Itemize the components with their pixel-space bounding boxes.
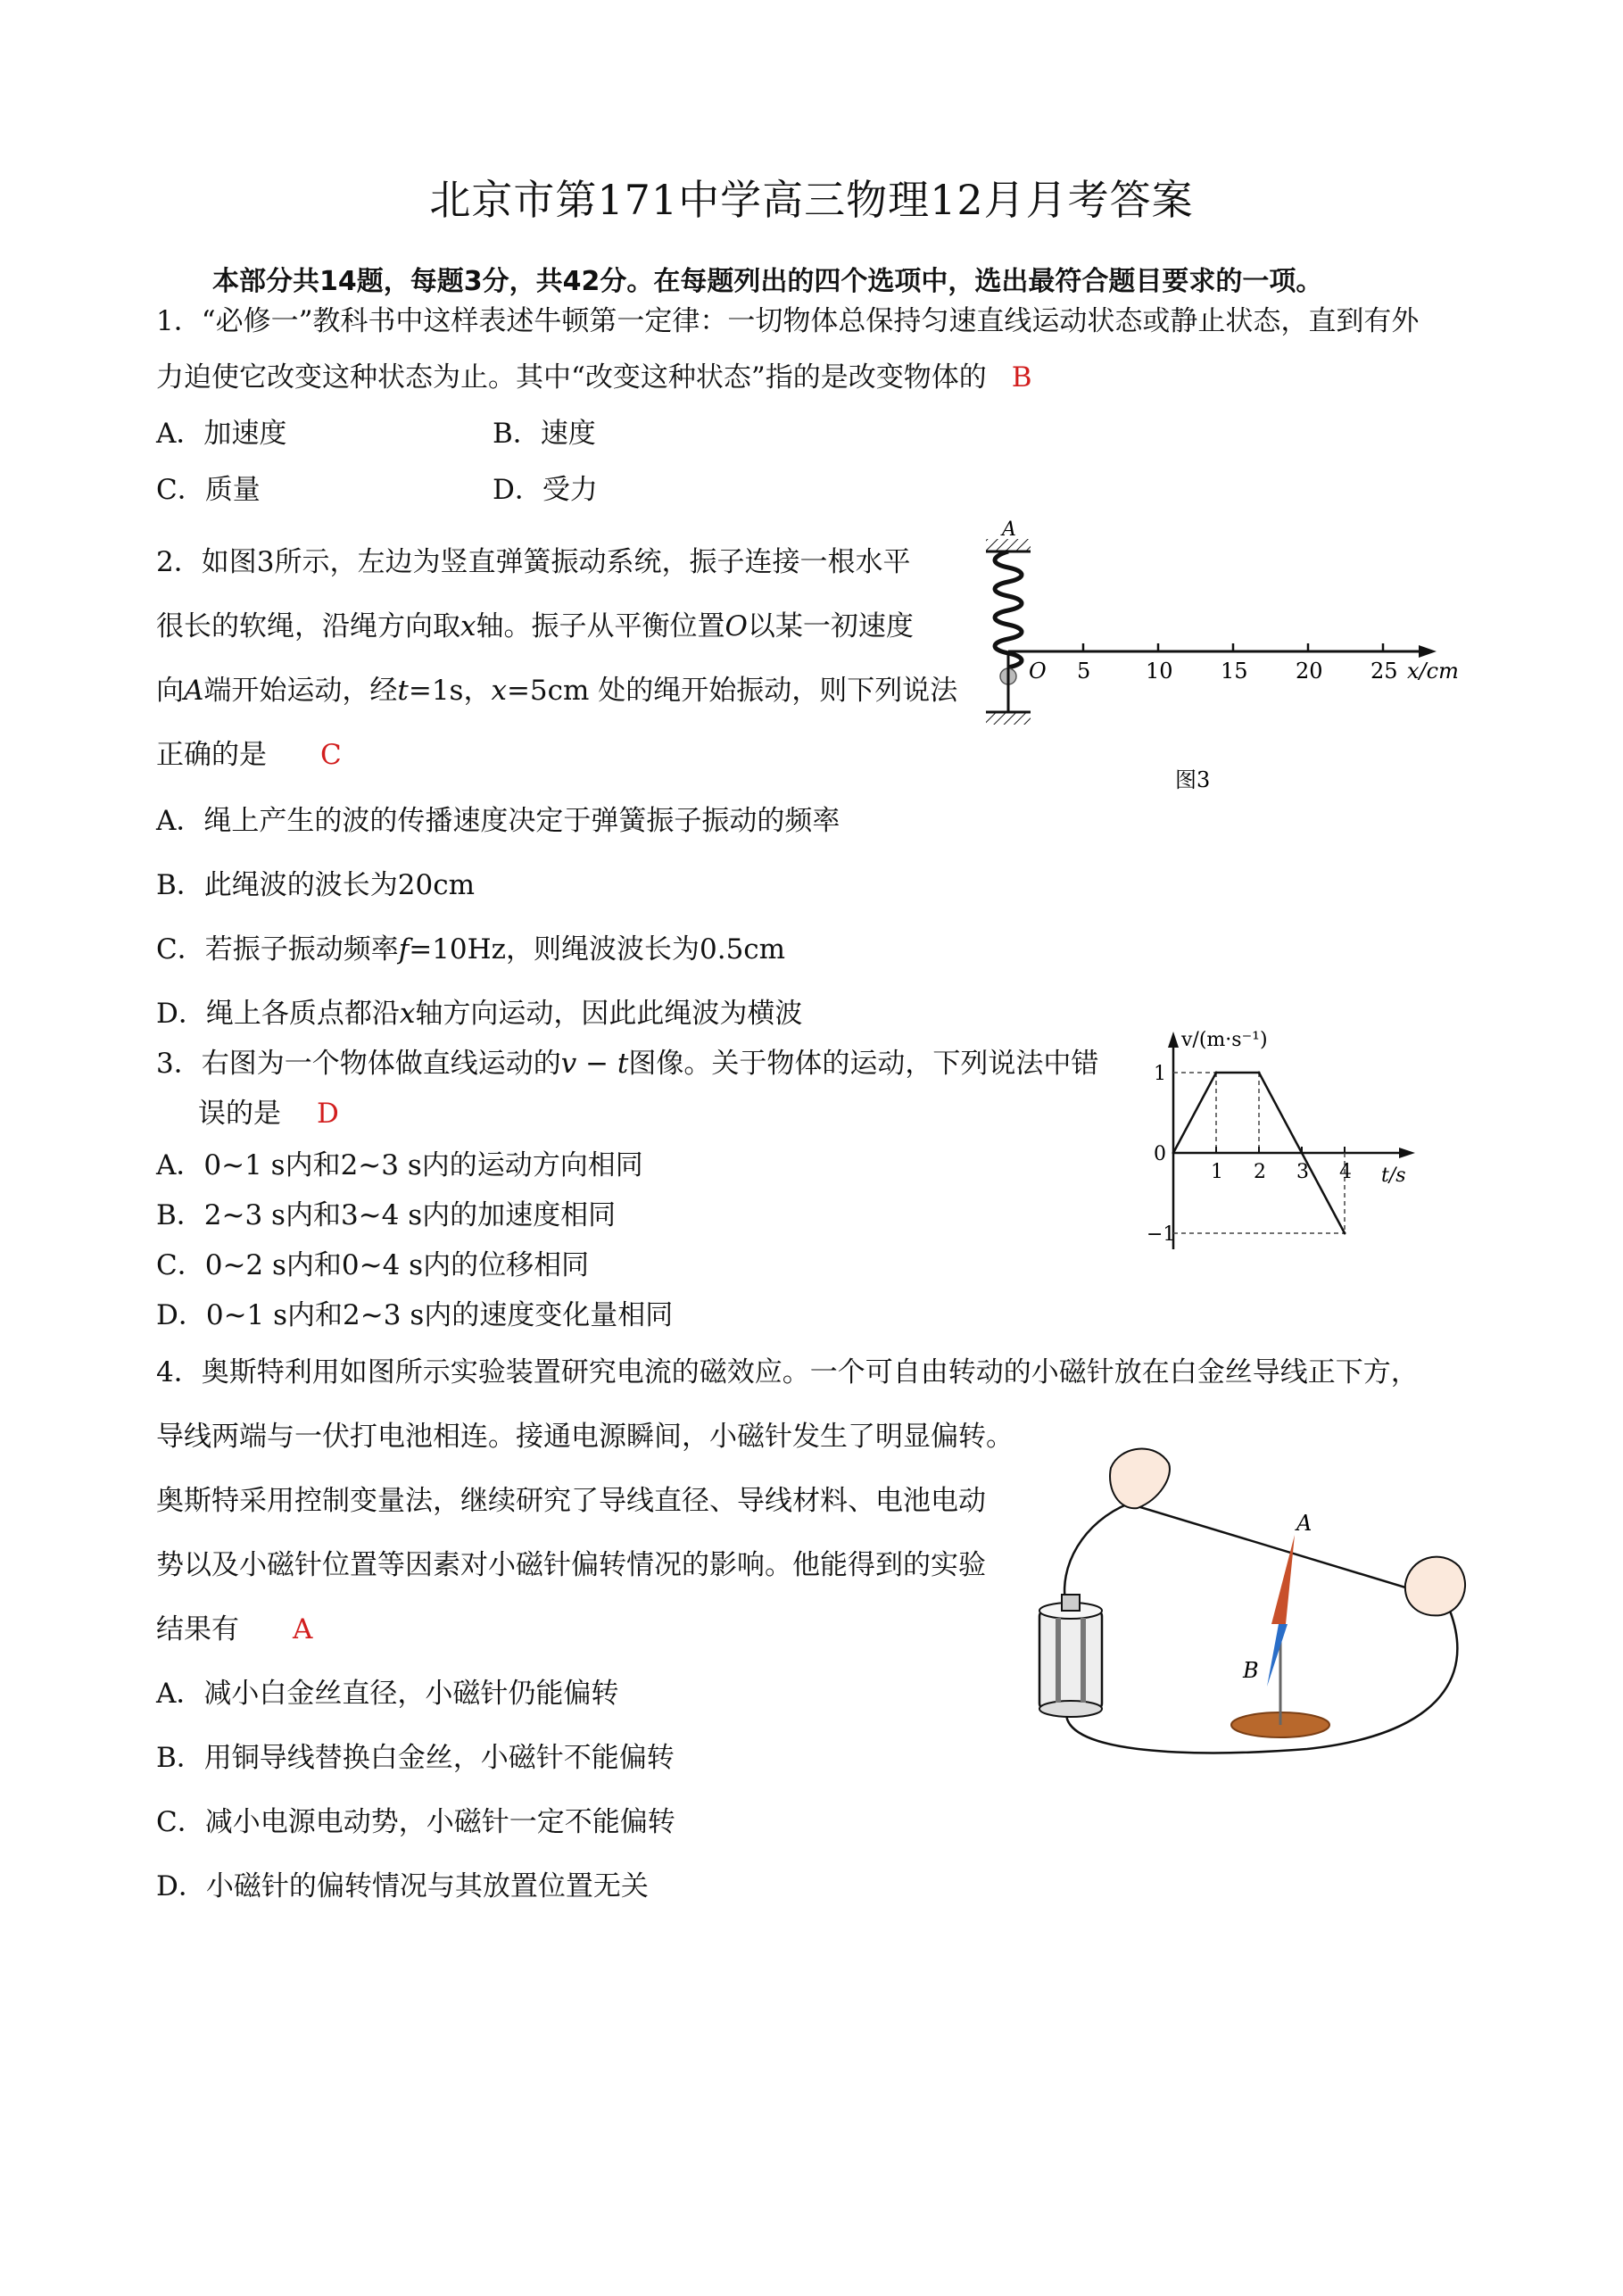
q2-option-d — [156, 998, 802, 1031]
q4-stem-end: 结果有 — [156, 1613, 239, 1645]
q2-line-2 — [156, 610, 914, 643]
chart-point — [1258, 1072, 1261, 1074]
battery-icon — [1039, 1595, 1102, 1717]
q2-text: =1s， — [408, 675, 492, 707]
q3-option-d: D．0~1 s内和2~3 s内的速度变化量相同 — [156, 1299, 674, 1331]
q1-option-b: B．速度 — [493, 418, 596, 450]
x-axis-tick-label: 25 — [1370, 659, 1398, 684]
x-axis-tick-label: 20 — [1296, 659, 1323, 684]
chart-x-tick-label: 2 — [1254, 1161, 1266, 1183]
q2-var-f: f — [398, 933, 410, 966]
q4-option-c: C．减小电源电动势，小磁针一定不能偏转 — [156, 1806, 675, 1838]
q1-option-a: A．加速度 — [156, 418, 287, 450]
figure-caption: 图3 — [1175, 767, 1211, 792]
q3-answer: D — [317, 1098, 339, 1130]
q2-text: =10Hz，则绳波波长为0.5cm — [409, 933, 786, 966]
q2-text: 很长的软绳，沿绳方向取 — [156, 610, 460, 642]
label-needle-a: A — [1296, 1511, 1312, 1536]
q2-text: 以某一初速度 — [747, 610, 914, 642]
q2-var-a: A — [184, 675, 204, 707]
section-intro: 本部分共14题，每题3分，共42分。在每题列出的四个选项中，选出最符合题目要求的一项。 — [212, 266, 1323, 297]
bottom-support-hatch — [986, 712, 1031, 725]
q2-var-o: O — [725, 610, 748, 642]
oersted-experiment-figure — [1013, 1441, 1477, 1771]
q4-option-d: D．小磁针的偏转情况与其放置位置无关 — [156, 1870, 649, 1902]
chart-ticks — [1147, 1063, 1352, 1246]
q1-option-c: C．质量 — [156, 474, 261, 506]
chart-point — [1172, 1152, 1175, 1155]
q3-option-a: A．0~1 s内和2~3 s内的运动方向相同 — [156, 1149, 643, 1181]
q3-option-b: B．2~3 s内和3~4 s内的加速度相同 — [156, 1199, 617, 1231]
q2-text: 轴方向运动，因此此绳波为横波 — [415, 998, 803, 1030]
x-axis-label: x/cm — [1407, 659, 1459, 684]
q3-text: 3．右图为一个物体做直线运动的 — [156, 1048, 561, 1080]
q2-answer: C — [320, 739, 342, 771]
q4-line-4: 势以及小磁针位置等因素对小磁针偏转情况的影响。他能得到的实验 — [156, 1549, 986, 1581]
label-o: O — [1029, 659, 1047, 684]
q2-line-1: 2．如图3所示，左边为竖直弹簧振动系统，振子连接一根水平 — [156, 546, 911, 578]
platinum-wire — [1129, 1504, 1423, 1593]
q3-line-1 — [156, 1048, 1098, 1081]
label-a: A — [1002, 518, 1016, 541]
q3-stem-end: 误的是 — [198, 1098, 281, 1130]
q2-text: 端开始运动，经 — [203, 675, 398, 707]
right-hand-icon — [1405, 1557, 1465, 1616]
q1-line-1: 1．“必修一”教科书中这样表述牛顿第一定律：一切物体总保持匀速直线运动状态或静止状态，直到有外 — [156, 305, 1420, 337]
chart-x-tick-label: 4 — [1339, 1161, 1352, 1183]
top-support-hatch — [986, 539, 1031, 551]
label-needle-b: B — [1243, 1658, 1259, 1683]
left-hand-icon — [1110, 1449, 1170, 1509]
q4-line-3: 奥斯特采用控制变量法，继续研究了导线直径、导线材料、电池电动 — [156, 1485, 986, 1517]
q2-option-b: B．此绳波的波长为20cm — [156, 869, 475, 901]
q2-option-a: A．绳上产生的波的传播速度决定于弹簧振子振动的频率 — [156, 805, 840, 837]
vt-chart — [1142, 1026, 1445, 1258]
q1-line-2 — [156, 361, 1031, 394]
q2-option-c — [156, 933, 785, 966]
q3-line-2 — [198, 1098, 339, 1131]
q2-text: 向 — [156, 675, 184, 707]
q2-text: C．若振子振动频率 — [156, 933, 399, 966]
q3-text: 图像。关于物体的运动，下列说法中错 — [628, 1048, 1099, 1080]
q2-var-x: x — [460, 610, 476, 642]
q1-stem-end: 力迫使它改变这种状态为止。其中“改变这种状态”指的是改变物体的 — [156, 361, 987, 394]
chart-xlabel: t/s — [1381, 1165, 1406, 1187]
chart-y-tick-label: 0 — [1154, 1143, 1166, 1165]
chart-y-tick-label: 1 — [1154, 1063, 1166, 1085]
x-axis-tick-label: 10 — [1146, 659, 1173, 684]
x-axis-ticks — [1077, 643, 1398, 684]
chart-ylabel: v/(m·s⁻¹) — [1181, 1029, 1268, 1051]
chart-point — [1344, 1232, 1346, 1235]
chart-y-tick-label: −1 — [1147, 1223, 1176, 1246]
x-axis-arrow — [1419, 645, 1437, 658]
q2-line-4 — [156, 739, 342, 772]
q3-vt-symbol: v − t — [560, 1048, 629, 1080]
page-title: 北京市第171中学高三物理12月月考答案 — [429, 176, 1194, 224]
chart-y-arrow — [1168, 1032, 1179, 1048]
chart-point — [1215, 1072, 1218, 1074]
q1-answer: B — [1011, 361, 1032, 394]
chart-x-arrow — [1399, 1148, 1415, 1158]
q4-line-2: 导线两端与一伏打电池相连。接通电源瞬间，小磁针发生了明显偏转。 — [156, 1421, 1014, 1453]
q4-line-1: 4．奥斯特利用如图所示实验装置研究电流的磁效应。一个可自由转动的小磁针放在白金丝导线正下方， — [156, 1356, 1419, 1388]
x-axis-tick-label: 5 — [1077, 659, 1091, 684]
x-axis-tick-label: 15 — [1221, 659, 1248, 684]
q2-line-3 — [156, 675, 957, 708]
q2-text: =5cm 处的绳开始振动，则下列说法 — [506, 675, 958, 707]
spring-rope-figure — [968, 518, 1468, 794]
chart-x-tick-label: 3 — [1296, 1161, 1309, 1183]
q2-var-x: x — [399, 998, 416, 1030]
q2-var-x: x — [491, 675, 507, 707]
q2-text: 轴。振子从平衡位置 — [476, 610, 725, 642]
q4-option-a: A．减小白金丝直径，小磁针仍能偏转 — [156, 1678, 619, 1710]
chart-x-tick-label: 1 — [1211, 1161, 1223, 1183]
q4-option-b: B．用铜导线替换白金丝，小磁针不能偏转 — [156, 1742, 675, 1774]
q2-text: D．绳上各质点都沿 — [156, 998, 400, 1030]
q1-option-d: D．受力 — [493, 474, 598, 506]
left-wire — [1064, 1504, 1129, 1606]
q4-answer: A — [293, 1613, 313, 1645]
q3-option-c: C．0~2 s内和0~4 s内的位移相同 — [156, 1249, 590, 1281]
q2-var-t: t — [397, 675, 409, 707]
q2-stem-end: 正确的是 — [156, 739, 267, 771]
magnet-south-half — [1267, 1624, 1288, 1687]
q4-line-5 — [156, 1613, 312, 1646]
